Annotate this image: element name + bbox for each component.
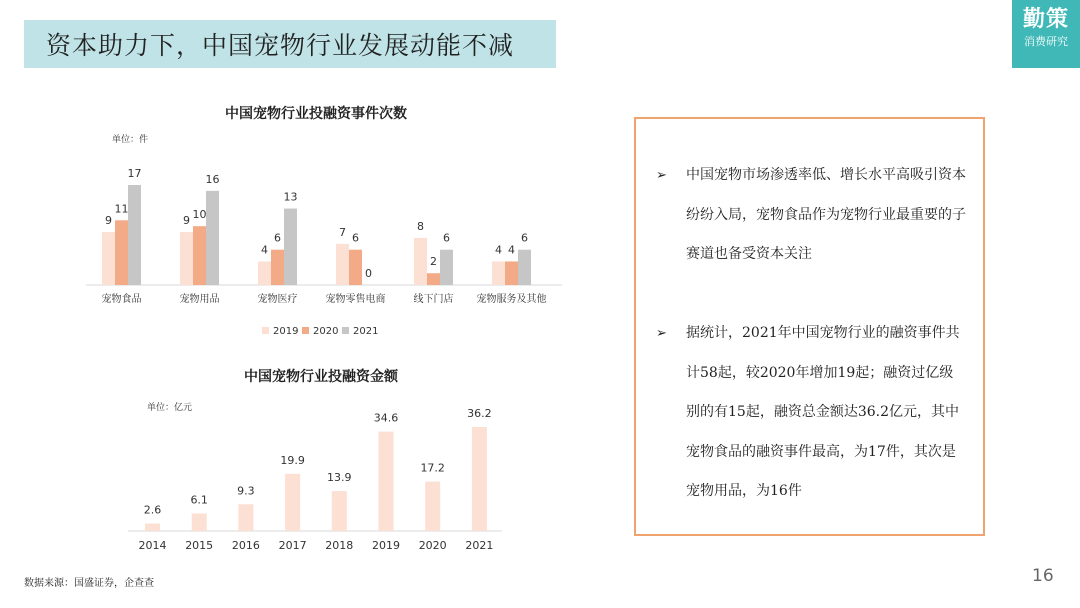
category-label: 宠物食品 (101, 294, 142, 305)
value-label: 34.6 (373, 411, 399, 425)
year-label: 2017 (278, 539, 307, 552)
year-label: 2015 (185, 539, 214, 552)
brand-logo (1012, 0, 1080, 68)
year-label: 2014 (138, 539, 167, 552)
value-label: 2 (430, 255, 437, 269)
bar-2018 (332, 491, 347, 531)
year-label: 2016 (231, 539, 260, 552)
value-label: 9.3 (237, 484, 255, 498)
bar-2016 (238, 504, 253, 531)
chart1-unit: 单位：件 (112, 135, 149, 145)
value-label: 6 (443, 231, 450, 245)
page-title: 资本助力下，中国宠物行业发展动能不减 (24, 20, 556, 68)
value-label: 0 (365, 267, 372, 280)
arrow-bullet-icon: ➢ (656, 326, 667, 341)
value-label: 6 (274, 231, 281, 245)
page-number: 16 (1032, 566, 1054, 586)
year-label: 2020 (418, 539, 447, 552)
bar-2017 (285, 474, 300, 531)
arrow-bullet-icon: ➢ (656, 168, 667, 183)
year-label: 2018 (325, 539, 354, 552)
bar-2014 (145, 524, 160, 531)
value-label: 4 (495, 243, 502, 257)
summary-bullet (656, 156, 966, 275)
value-label: 6 (352, 231, 359, 245)
year-label: 2021 (465, 539, 494, 552)
value-label: 2.6 (143, 503, 162, 517)
summary-bullet (656, 314, 966, 512)
value-label: 16 (205, 172, 220, 186)
category-label: 线下门店 (413, 294, 454, 305)
logo-subtitle: 消费研究 (1024, 35, 1068, 48)
chart1-title: 中国宠物行业投融资事件次数 (225, 106, 407, 122)
bar-2019 (379, 432, 394, 531)
category-label: 宠物医疗 (257, 294, 298, 305)
summary-bullet-text: 据统计，2021年中国宠物行业的融资事件共计58起，较2020年增加19起；融资过亿级别的有15起，融资总金额达36.2亿元，其中宠物食品的融资事件最高，为17件，其次是宠物用品，为16件 (686, 325, 960, 500)
value-label: 19.9 (280, 453, 305, 467)
value-label: 6.1 (190, 493, 208, 507)
legend-label: 2019 (273, 326, 299, 337)
bar-2015 (192, 513, 207, 531)
value-label: 4 (508, 243, 515, 257)
value-label: 13.9 (327, 471, 352, 485)
value-label: 6 (521, 231, 528, 245)
value-label: 11 (114, 202, 129, 216)
category-label: 宠物零售电商 (325, 294, 386, 305)
category-label: 宠物用品 (179, 294, 220, 305)
summary-bullet-text: 中国宠物市场渗透率低、增长水平高吸引资本纷纷入局，宠物食品作为宠物行业最重要的子赛道也备受资本关注 (686, 167, 966, 263)
logo-name: 勤策 (1022, 7, 1069, 32)
chart2-title: 中国宠物行业投融资金额 (244, 369, 398, 385)
value-label: 8 (417, 219, 424, 233)
chart2-unit: 单位：亿元 (147, 403, 193, 413)
value-label: 9 (105, 214, 112, 228)
legend-label: 2021 (353, 326, 379, 337)
legend-label: 2020 (313, 326, 339, 337)
bar-2020 (425, 482, 440, 531)
category-label: 宠物服务及其他 (476, 294, 547, 305)
value-label: 9 (183, 214, 190, 228)
value-label: 4 (261, 243, 268, 257)
year-label: 2019 (372, 539, 400, 552)
value-label: 10 (192, 208, 207, 222)
summary-box (634, 117, 985, 536)
data-source: 数据来源：国盛证券，企查查 (24, 578, 154, 589)
value-label: 36.2 (467, 407, 492, 420)
value-label: 17.2 (420, 461, 445, 475)
value-label: 13 (283, 190, 298, 204)
value-label: 17 (127, 167, 142, 180)
value-label: 7 (339, 225, 346, 239)
bar-2021 (472, 427, 487, 531)
